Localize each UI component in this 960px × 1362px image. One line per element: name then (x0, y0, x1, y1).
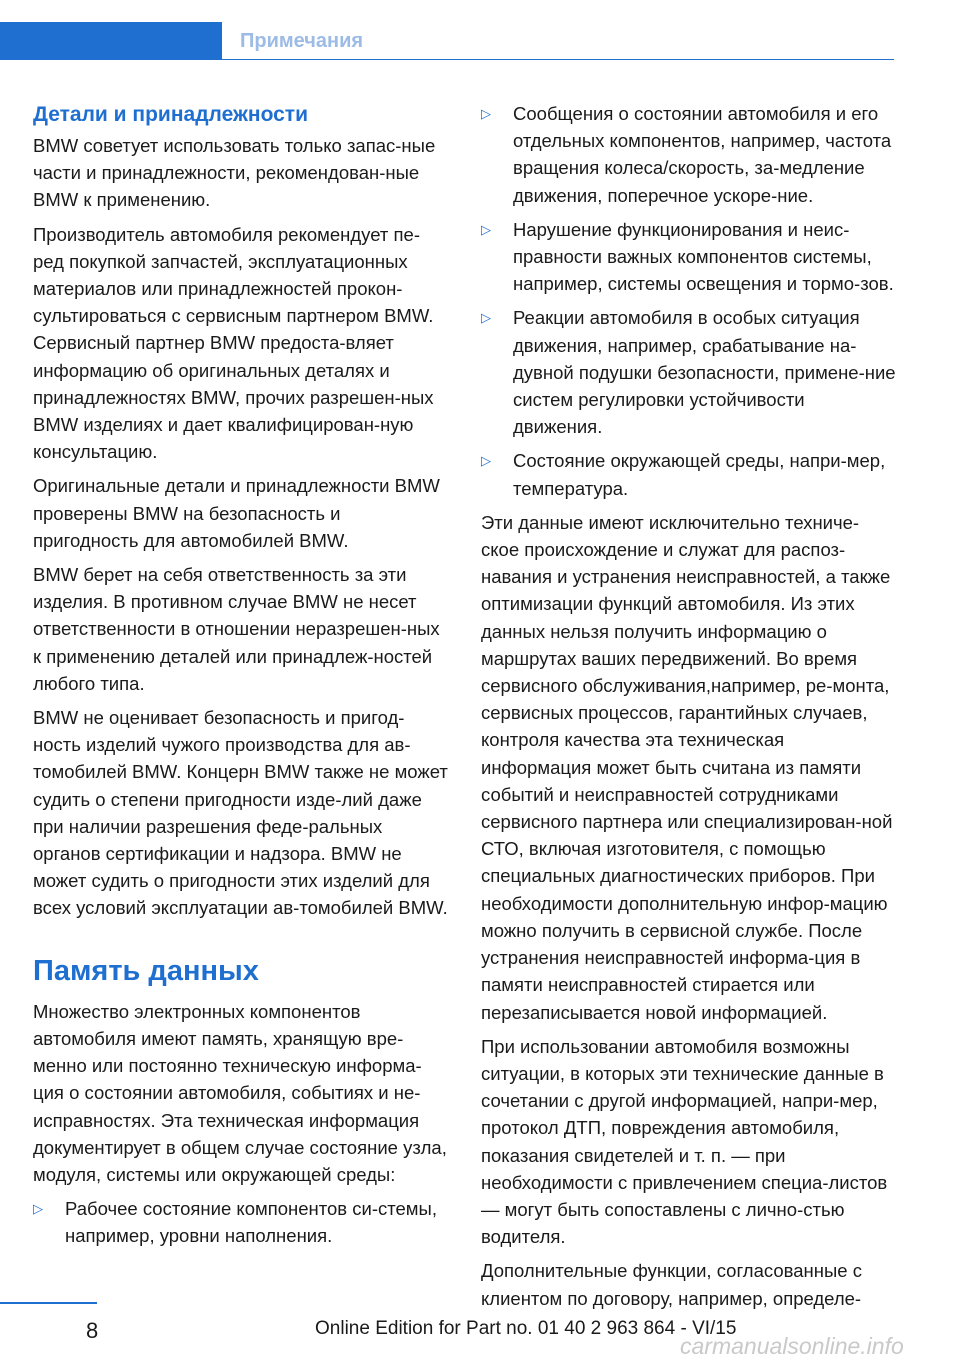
list-item (481, 100, 896, 209)
footer-divider (0, 1302, 97, 1304)
watermark: carmanualsonline.info (680, 1333, 904, 1359)
section-title-data-memory: Память данных (33, 954, 259, 987)
section-title-parts: Детали и принадлежности (33, 103, 308, 126)
list-item (481, 304, 896, 440)
bullet-arrow-icon: ▷ (481, 310, 491, 326)
list-item (481, 216, 896, 298)
list-item (481, 447, 896, 501)
header-divider (222, 59, 894, 60)
left-column (33, 100, 449, 1257)
right-column (481, 100, 896, 1319)
list-item-text: Состояние окружающей среды, напри-мер, температура. (513, 450, 886, 499)
bullet-list (33, 1195, 449, 1249)
paragraph: BMW советует использовать только запас-ные части и принадлежности, рекомендован-ные BMW к применению. (33, 135, 436, 211)
bullet-arrow-icon: ▷ (33, 1201, 43, 1217)
bullet-list (481, 100, 896, 502)
bullet-arrow-icon: ▷ (481, 453, 491, 469)
paragraph: Оригинальные детали и принадлежности BMW проверены BMW на безопасность и пригодность для автомобилей BMW. (33, 475, 440, 551)
page-number: 8 (86, 1318, 99, 1343)
bullet-arrow-icon: ▷ (481, 106, 491, 121)
paragraph: Эти данные имеют исключительно техниче-ское происхождение и служат для распоз-навания и устранения неисправностей, а также оптимизации функций автомобиля. Из этих данных нельзя получить информацию о маршрутах ваших передвижений. Во время сервисного обслуживания,например, ре-монта, сервисных процессов, гарантийных случаев, контроля качества эта техническая информация может быть считана из памяти событий и неисправностей сотрудниками сервисного партнера или специализирован-ной СТО, включая изготовителя, с помощью специальных диагностических приборов. При необходимости дополнительную инфор-мацию можно получить в сервисной службе. После устранения неисправностей информа-ция в памяти неисправностей стирается или перезаписывается новой информацией. (481, 511, 893, 1023)
paragraph: Множество электронных компонентов автомобиля имеют память, хранящую вре-менно или постоянно техническую информа-ция о состоянии автомобиля, событиях и не-исправностях. Эта техническая информация документирует в общем случае состояние узла, модуля, системы или окружающей среды: (33, 1000, 447, 1185)
list-item (33, 1195, 449, 1249)
list-item-text: Рабочее состояние компонентов си-стемы, например, уровни наполнения. (65, 1198, 437, 1247)
paragraph: Производитель автомобиля рекомендует пе-ред покупкой запчастей, эксплуатационных материалов или принадлежностей прокон-сультироваться с сервисным партнером BMW. Сервисный партнер BMW предоста-вляет информацию об оригинальных деталях и принадлежностях BMW, прочих разрешен-ных BMW изделиях и дает квалифицирован-ную консультацию. (33, 223, 434, 463)
bullet-arrow-icon: ▷ (481, 221, 491, 237)
header-accent-bar (0, 22, 222, 60)
paragraph: При использовании автомобиля возможны ситуации, в которых эти технические данные в сочетании с другой информацией, напри-мер, протокол ДТП, повреждения автомобиля, показания свидетелей и т. п. — при необходимости с привлечением специа-листов — могут быть сопоставлены с лично-стью водителя. (481, 1035, 888, 1248)
paragraph: Дополнительные функции, согласованные с клиентом по договору, например, определе- (481, 1260, 862, 1309)
list-item-text: Сообщения о состоянии автомобиля и его отдельных компонентов, например, частота вращения колеса/скорость, за-медление движения, поперечное ускоре-ние. (513, 103, 892, 206)
page-header-title: Примечания (240, 30, 364, 52)
paragraph: BMW берет на себя ответственность за эти изделия. В противном случае BMW не несет ответственности в отношении неразрешен-ных к применению деталей или принадлеж-ностей любого типа. (33, 564, 440, 694)
edition-note: Online Edition for Part no. 01 40 2 963 864 - VI/15 (315, 1318, 737, 1339)
paragraph: BMW не оценивает безопасность и пригод-ность изделий чужого производства для ав-томобилей BMW. Концерн BMW также не может судить о степени пригодности изде-лий даже при наличии разрешения феде-ральных органов сертификации и надзора. BMW не может судить о пригодности этих изделий для всех условий эксплуатации ав-томобилей BMW. (33, 707, 448, 919)
list-item-text: Реакции автомобиля в особых ситуация движения, например, срабатывание на-дувной подушки безопасности, примене-ние систем регулировки устойчивости движения. (513, 307, 896, 438)
list-item-text: Нарушение функционирования и неис-правности важных компонентов системы, например, системы освещения и тормо-зов. (513, 218, 894, 295)
